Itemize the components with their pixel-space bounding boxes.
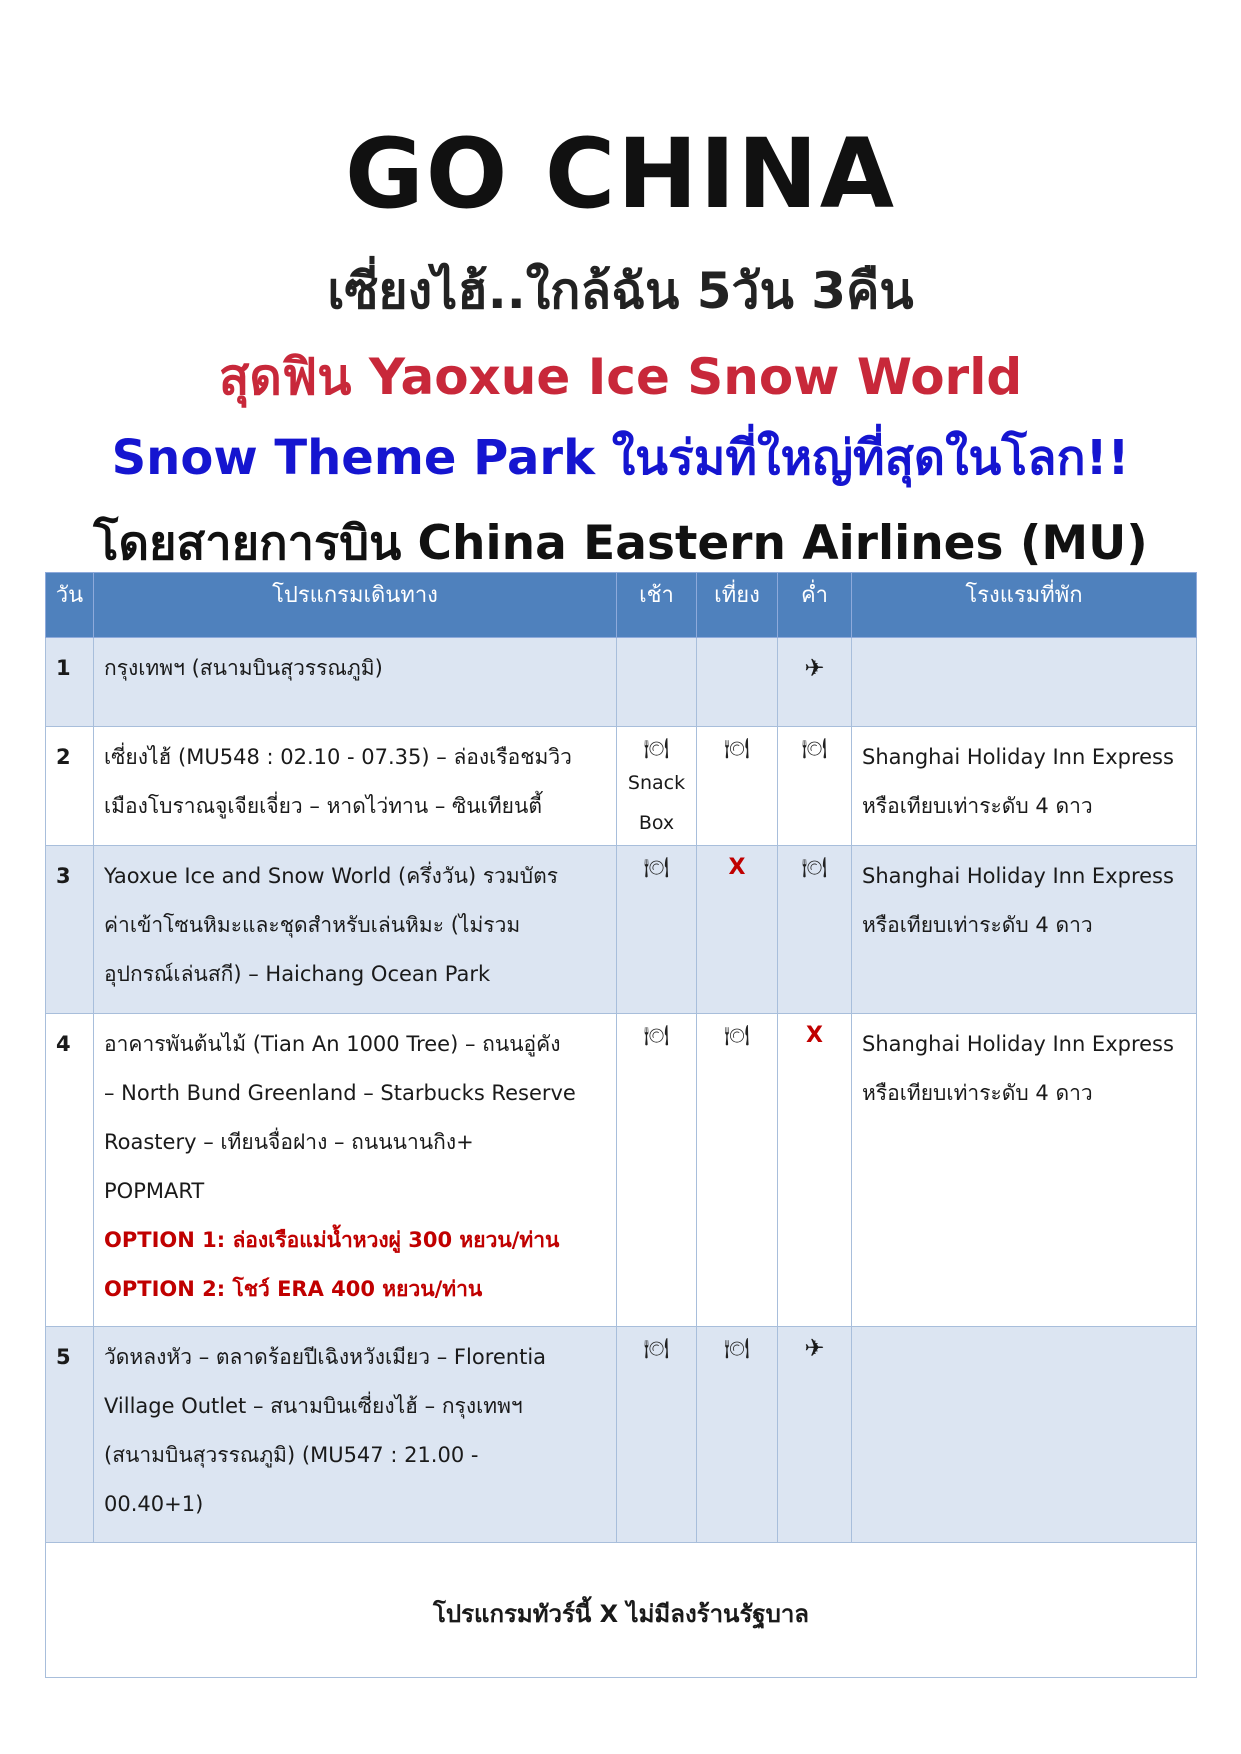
meal-icon: 🍽 [643,736,670,760]
breakfast-cell [617,1014,697,1327]
hotel-name: Shanghai Holiday Inn Express [862,1032,1174,1056]
lunch-cell [697,846,778,1014]
dinner-cell [778,638,852,727]
program-line: (สนามบินสุวรรณภูมิ) (MU547 : 21.00 - [104,1443,479,1467]
meal-icon: 🍽 [801,855,828,879]
program-line: – North Bund Greenland – Starbucks Reserve [104,1081,576,1105]
program-line: อุปกรณ์เล่นสกี) – Haichang Ocean Park [104,962,491,986]
hotel-note: หรือเทียบเท่าระดับ 4 ดาว [862,913,1093,937]
program-cell [94,638,617,727]
table-row [46,1014,1197,1327]
meal-icon: 🍽 [724,1023,750,1047]
program-line: 00.40+1) [104,1492,204,1516]
lunch-cell [697,638,778,727]
program-line: ค่าเข้าโซนหิมะและชุดสำหรับเล่นหิมะ (ไม่รวม [104,913,521,937]
program-line: POPMART [104,1179,205,1203]
col-header-day: วัน [46,573,94,638]
table-row [46,1327,1197,1543]
option-line: OPTION 1: ล่องเรือแม่น้ำหวงผู่ 300 หยวน/ท่าน [104,1228,560,1252]
highlight-line-blue: Snow Theme Park ในร่มที่ใหญ่ที่สุดในโลก!! [111,430,1130,486]
program-line: เมืองโบราณจูเจียเจี่ยว – หาดไว่ทาน – ซินเทียนตี้ [104,794,542,818]
col-header-hotel: โรงแรมที่พัก [852,573,1197,638]
meal-icon: 🍽 [724,1336,750,1360]
day-number: 5 [46,1327,94,1543]
program-line: Yaoxue Ice and Snow World (ครึ่งวัน) รวมบัตร [104,864,559,888]
program-cell [94,1327,617,1543]
airline-line: โดยสายการบิน China Eastern Airlines (MU) [93,516,1148,571]
program-cell [94,846,617,1014]
lunch-cell [697,1014,778,1327]
program-line: Roastery – เทียนจื่อฝาง – ถนนนานกิง+ [104,1130,474,1154]
lunch-cell [697,1327,778,1543]
snack-box-note: Snack Box [627,772,686,834]
meal-icon: 🍽 [643,1336,670,1360]
day-number: 1 [46,638,94,727]
hotel-name: Shanghai Holiday Inn Express [862,864,1174,888]
day-number: 4 [46,1014,94,1327]
day-number: 2 [46,727,94,846]
col-header-dinner: ค่ำ [778,573,852,638]
program-line: Village Outlet – สนามบินเซี่ยงไฮ้ – กรุงเทพฯ [104,1394,523,1418]
program-line: วัดหลงหัว – ตลาดร้อยปีเฉิงหวังเมียว – Florentia [104,1345,547,1369]
col-header-program: โปรแกรมเดินทาง [94,573,617,638]
page-subtitle: เซี่ยงไฮ้..ใกล้ฉัน 5วัน 3คืน [327,262,914,320]
dinner-cell [778,727,852,846]
hotel-cell [852,727,1197,846]
program-line: เซี่ยงไฮ้ (MU548 : 02.10 - 07.35) – ล่องเรือชมวิว [104,745,572,769]
table-row [46,846,1197,1014]
meal-icon: 🍽 [724,736,750,760]
program-line: อาคารพันต้นไม้ (Tian An 1000 Tree) – ถนนอู่คัง [104,1032,561,1056]
dinner-cell [778,1014,852,1327]
lunch-cell [697,727,778,846]
program-line: กรุงเทพฯ (สนามบินสุวรรณภูมิ) [104,656,383,680]
hotel-note: หรือเทียบเท่าระดับ 4 ดาว [862,1081,1093,1105]
airplane-icon: ✈ [804,1334,825,1362]
table-header-row [46,573,1197,638]
breakfast-cell [617,1327,697,1543]
no-meal-mark: X [806,1023,823,1048]
program-cell [94,1014,617,1327]
breakfast-cell [617,846,697,1014]
meal-icon: 🍽 [801,736,828,760]
day-number: 3 [46,846,94,1014]
meal-icon: 🍽 [643,855,670,879]
program-cell [94,727,617,846]
hotel-cell [852,638,1197,727]
table-footer-row [46,1543,1197,1678]
dinner-cell [778,1327,852,1543]
col-header-lunch: เที่ยง [697,573,778,638]
hotel-note: หรือเทียบเท่าระดับ 4 ดาว [862,794,1093,818]
meal-icon: 🍽 [643,1023,670,1047]
itinerary-table [45,572,1197,1678]
table-row [46,727,1197,846]
breakfast-cell [617,727,697,846]
table-row [46,638,1197,727]
footer-note: โปรแกรมทัวร์นี้ X ไม่มีลงร้านรัฐบาล [46,1543,1197,1678]
airplane-icon: ✈ [804,654,825,682]
dinner-cell [778,846,852,1014]
hotel-name: Shanghai Holiday Inn Express [862,745,1174,769]
breakfast-cell [617,638,697,727]
hotel-cell [852,1014,1197,1327]
option-line: OPTION 2: โชว์ ERA 400 หยวน/ท่าน [104,1277,483,1301]
no-meal-mark: X [728,855,746,880]
page-title: GO CHINA [345,118,896,230]
hotel-cell [852,846,1197,1014]
col-header-breakfast: เช้า [617,573,697,638]
highlight-line-red: สุดฟิน Yaoxue Ice Snow World [218,348,1023,406]
hotel-cell [852,1327,1197,1543]
